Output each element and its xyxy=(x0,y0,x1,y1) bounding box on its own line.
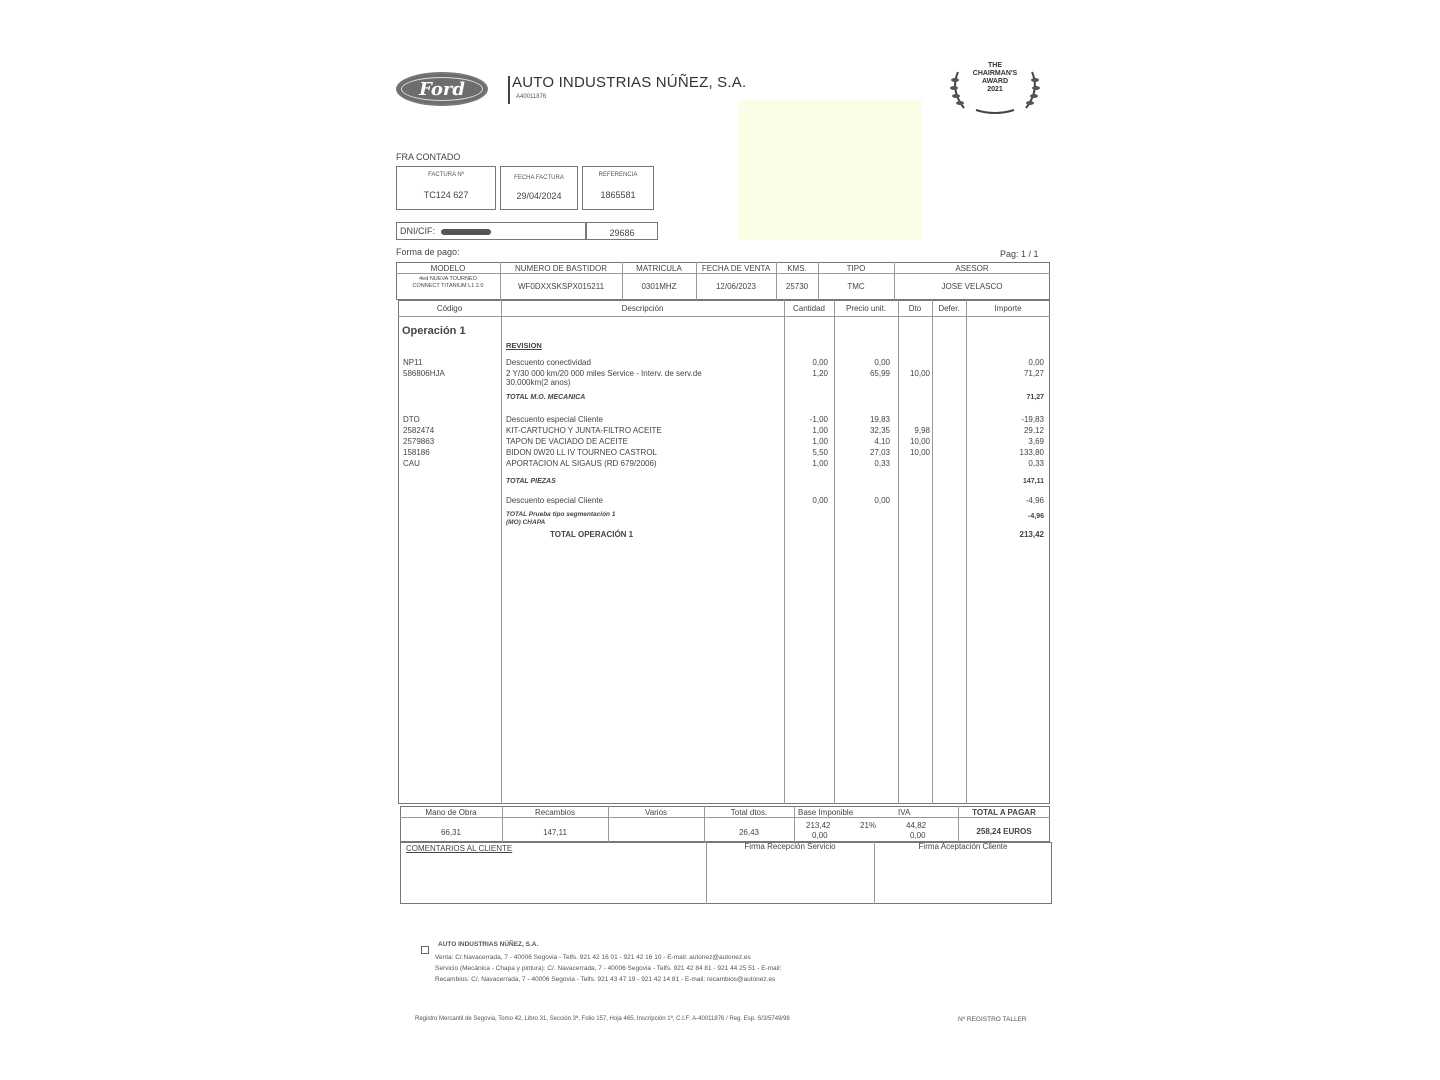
line-price: 65,99 xyxy=(869,369,890,378)
vehicle-table xyxy=(396,262,1050,300)
award-line: THE xyxy=(988,62,1002,69)
summary-base-1: 213,42 xyxy=(806,821,831,830)
vehicle-fecha-venta: 12/06/2023 xyxy=(715,282,757,291)
line-price: 0,33 xyxy=(874,459,890,468)
line-desc: TAPON DE VACIADO DE ACEITE xyxy=(506,437,628,446)
summary-total-dtos: 26,43 xyxy=(738,828,760,837)
referencia-label: REFERENCIA xyxy=(598,172,638,178)
vehicle-header: KMS. xyxy=(787,264,807,273)
vehicle-model xyxy=(396,276,500,290)
vehicle-header: TIPO xyxy=(846,264,866,273)
footer-line: Recambios: C/. Navacerrada, 7 - 40006 Segovia - Telfs. 921 43 47 19 - 921 42 14 81 - E-mail: recambios@autonez.es xyxy=(435,976,776,983)
vehicle-bastidor: WF0DXXSKSPX015211 xyxy=(517,282,605,291)
line-qty: 0,00 xyxy=(812,496,828,505)
fecha-label: FECHA FACTURA xyxy=(514,175,564,181)
service-signature-label: Firma Recepción Servicio xyxy=(744,842,836,851)
referencia-box xyxy=(582,166,654,210)
vehicle-model-line: 4ed NUEVA TOURNEO xyxy=(419,276,477,282)
line-code: NP11 xyxy=(403,358,423,367)
total-operacion-label: TOTAL OPERACIÓN 1 xyxy=(550,530,634,539)
total-mo-label: TOTAL M.O. MECANICA xyxy=(506,394,586,401)
summary-iva-1: 44,82 xyxy=(906,821,927,830)
factura-box xyxy=(396,166,496,210)
line-desc: 2 Y/30 000 km/20 000 miles Service - Interv. de serv.de xyxy=(506,369,702,378)
vehicle-matricula: 0301MHZ xyxy=(641,282,677,291)
line-desc: APORTACION AL SIGAUS (RD 679/2006) xyxy=(506,459,657,468)
lines-header: Código xyxy=(436,304,463,313)
dni-label: DNI/CIF: xyxy=(400,226,435,236)
line-qty: 1,20 xyxy=(812,369,828,378)
payment-label: Forma de pago: xyxy=(396,247,460,257)
lines-table-frame xyxy=(398,300,1050,804)
summary-header: Base Imponible xyxy=(798,808,854,817)
total-prueba-value: -4,96 xyxy=(1028,513,1044,520)
summary-table xyxy=(398,804,1052,842)
summary-header: Mano de Obra xyxy=(425,808,477,817)
footer-registro: Nº REGISTRO TALLER xyxy=(958,1016,1027,1023)
line-qty: 1,00 xyxy=(812,426,828,435)
line-price: 19,83 xyxy=(869,415,890,424)
line-desc: BIDON 0W20 LL IV TOURNEO CASTROL xyxy=(506,448,658,457)
line-dto: 10,00 xyxy=(909,437,930,446)
line-qty: 1,00 xyxy=(812,437,828,446)
line-importe: 0,33 xyxy=(1028,459,1044,468)
total-operacion-value: 213,42 xyxy=(1019,530,1044,539)
company-divider xyxy=(508,76,510,104)
fecha-value: 29/04/2024 xyxy=(516,191,562,201)
line-code: 158186 xyxy=(403,448,430,457)
ford-logo xyxy=(396,72,488,106)
line-code: DTO xyxy=(403,415,420,424)
total-piezas-value: 147,11 xyxy=(1022,478,1044,485)
signature-area xyxy=(398,840,1054,906)
summary-mano-obra: 66,31 xyxy=(440,828,462,837)
vehicle-header: NUMERO DE BASTIDOR xyxy=(514,264,607,273)
lines-header: Descripción xyxy=(621,304,664,313)
line-importe: -4,96 xyxy=(1025,496,1044,505)
client-code-box xyxy=(586,222,658,240)
footer-line: Servicio (Mecánica - Chapa y pintura): C/. Navacerrada, 7 - 40006 Segovia - Telfs. 921 42 84 81 - 921 44 25 51 - E-mail: xyxy=(435,965,782,972)
factura-value: TC124 627 xyxy=(423,190,469,200)
line-qty: -1,00 xyxy=(809,415,828,424)
line-importe: -19,83 xyxy=(1021,415,1044,424)
total-prueba-line: (MO) CHAPA xyxy=(506,519,546,526)
vehicle-tipo: TMC xyxy=(847,282,865,291)
fecha-box xyxy=(500,166,578,210)
company-name: AUTO INDUSTRIAS NÚÑEZ, S.A. xyxy=(512,74,747,91)
total-prueba-line: TOTAL Prueba tipo segmentación 1 xyxy=(506,511,616,518)
summary-recambios: 147,11 xyxy=(543,828,567,837)
line-importe: 0,00 xyxy=(1028,358,1044,367)
line-dto: 9,98 xyxy=(914,426,930,435)
factura-label: FACTURA Nº xyxy=(428,172,464,178)
summary-iva-pct: 21% xyxy=(860,821,877,830)
lines-header: Cantidad xyxy=(792,304,826,313)
total-piezas-label: TOTAL PIEZAS xyxy=(506,478,556,485)
summary-total: 258,24 EUROS xyxy=(976,827,1032,836)
comments-label: COMENTARIOS AL CLIENTE xyxy=(406,844,513,853)
line-desc: 30.000km(2 anos) xyxy=(506,378,571,387)
line-desc: Descuento especial Cliente xyxy=(506,496,603,505)
line-importe: 3,69 xyxy=(1028,437,1044,446)
company-code: A40011876 xyxy=(516,94,547,100)
ford-logo-text: Ford xyxy=(401,77,483,101)
summary-header: Total dtos. xyxy=(730,808,768,817)
line-qty: 0,00 xyxy=(812,358,828,367)
line-code: 2582474 xyxy=(403,426,435,435)
footer-company: AUTO INDUSTRIAS NÚÑEZ, S.A. xyxy=(438,941,539,948)
line-importe: 133,80 xyxy=(1019,448,1044,457)
invoice-type: FRA CONTADO xyxy=(396,152,461,162)
summary-iva-2: 0,00 xyxy=(910,831,926,840)
line-qty: 1,00 xyxy=(812,459,828,468)
footer-legal: Registro Mercantil de Segovia, Tomo 42, Libro 31, Sección 3ª, Folio 157, Hoja 465, Inscripción 1ª, C.I.F: A-40011876 / Reg. Esp. S/3/5749/98 xyxy=(415,1016,790,1022)
section-title: REVISION xyxy=(506,341,542,350)
dni-box xyxy=(396,222,586,240)
award-line: CHAIRMAN'S xyxy=(972,70,1018,77)
vehicle-model-line: CONNECT TITANIUM L1 2.0 xyxy=(412,283,484,289)
summary-header: TOTAL A PAGAR xyxy=(972,808,1036,817)
client-signature-label: Firma Aceptación Cliente xyxy=(918,842,1008,851)
footer-line: Venta: C/.Navacerrada, 7 - 40006 Segovia - Telfs. 921 42 16 01 - 921 42 16 10 - E-mail: autonez@autonez.es xyxy=(435,954,751,961)
vehicle-header: MODELO xyxy=(430,264,466,273)
line-importe: 71,27 xyxy=(1023,369,1044,378)
total-mo-value: 71,27 xyxy=(1026,394,1044,401)
award-seal xyxy=(946,58,1044,116)
lines-header: Importe xyxy=(994,304,1022,313)
highlight-mark xyxy=(738,100,922,240)
vehicle-header: FECHA DE VENTA xyxy=(701,264,771,273)
line-price: 0,00 xyxy=(874,496,890,505)
footer-checkbox xyxy=(421,946,429,954)
line-price: 27,03 xyxy=(869,448,890,457)
line-code: 586806HJA xyxy=(403,369,445,378)
award-line: AWARD xyxy=(981,78,1009,85)
lines-header: Dto xyxy=(908,304,922,313)
summary-header: Varios xyxy=(644,808,668,817)
vehicle-header: ASESOR xyxy=(955,264,989,273)
line-desc: Descuento especial Cliente xyxy=(506,415,603,424)
line-desc: Descuento conectividad xyxy=(506,358,591,367)
operation-title: Operación 1 xyxy=(402,325,466,337)
redaction-mark xyxy=(441,229,491,235)
summary-base-2: 0,00 xyxy=(812,831,828,840)
vehicle-header: MATRICULA xyxy=(636,264,682,273)
line-importe: 29,12 xyxy=(1023,426,1044,435)
line-dto: 10,00 xyxy=(909,369,930,378)
line-price: 32,35 xyxy=(869,426,890,435)
line-qty: 5,50 xyxy=(812,448,828,457)
vehicle-asesor: JOSE VELASCO xyxy=(941,282,1003,291)
line-desc: KIT-CARTUCHO Y JUNTA-FILTRO ACEITE xyxy=(506,426,662,435)
vehicle-kms: 25730 xyxy=(785,282,809,291)
line-code: CAU xyxy=(403,459,420,468)
lines-table xyxy=(398,300,1050,804)
client-code: 29686 xyxy=(609,228,635,238)
award-line: 2021 xyxy=(987,86,1003,93)
line-price: 4,10 xyxy=(874,437,890,446)
summary-header: IVA xyxy=(898,808,911,817)
total-prueba-label xyxy=(506,511,615,527)
summary-header: Recambios xyxy=(534,808,575,817)
referencia-value: 1865581 xyxy=(600,190,636,200)
line-code: 2579863 xyxy=(403,437,435,446)
line-dto: 10,00 xyxy=(909,448,930,457)
lines-header: Precio unit. xyxy=(845,304,887,313)
invoice-id-boxes xyxy=(396,166,658,210)
lines-header: Defer. xyxy=(938,304,960,313)
page-number: Pag: 1 / 1 xyxy=(1000,249,1039,259)
line-price: 0,00 xyxy=(874,358,890,367)
